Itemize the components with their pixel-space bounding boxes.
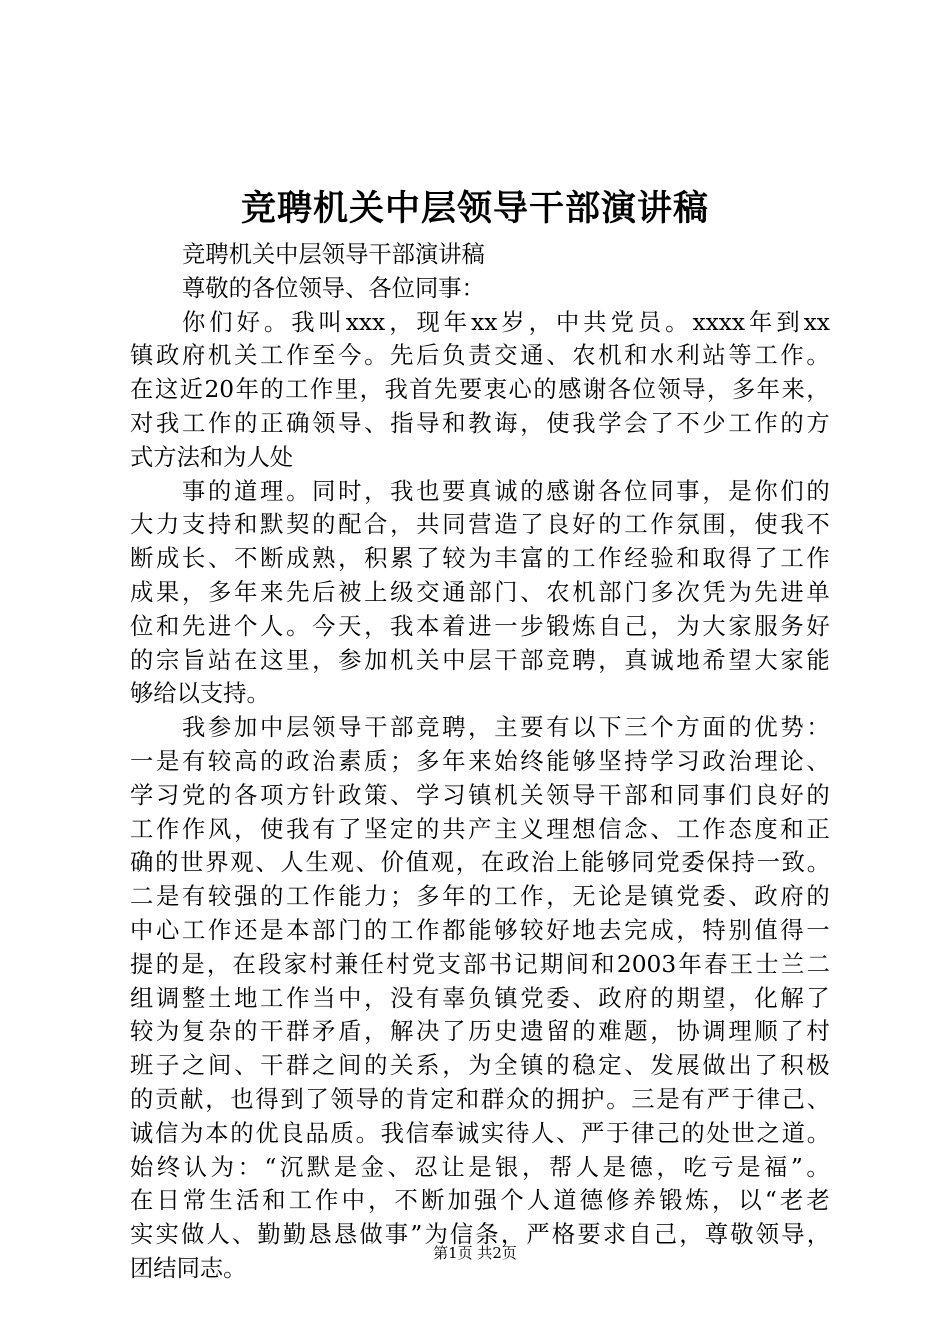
body-line: 在 这 近 20 年 的 工 作 里 ， 我 首 先 要 衷 心 的 感 谢 各 位 领 导 ， 多 年 来 ， [130, 376, 830, 404]
body-line: 竞聘机关中层领导干部演讲稿 [182, 241, 485, 268]
body-line: 一 是 有 较 高 的 政 治 素 质 ； 多 年 来 始 终 能 够 坚 持 学 习 政 治 理 论 、 [130, 747, 830, 775]
body-line: 式方法和为人处 [130, 443, 294, 471]
body-line: 大 力 支 持 和 默 契 的 配 合 ， 共 同 营 造 了 良 好 的 工 作 氛 围 ， 使 我 不 [130, 511, 830, 539]
page-footer: 第1页 共2页 [433, 1244, 517, 1262]
body-line: 够给以支持。 [130, 680, 270, 708]
body-line: 较 为 复 杂 的 干 群 矛 盾 ， 解 决 了 历 史 遗 留 的 难 题 ， 协 调 理 顺 了 村 [130, 1018, 830, 1046]
body-line: 在 日 常 生 活 和 工 作 中 ， 不 断 加 强 个 人 道 德 修 养 锻 炼 ， 以 “ 老 老 [130, 1187, 830, 1215]
body-line: 的 贡 献 ， 也 得 到 了 领 导 的 肯 定 和 群 众 的 拥 护 。 三 是 有 严 于 律 己 、 [130, 1085, 830, 1113]
body-line: 断 成 长 、 不 断 成 熟 ， 积 累 了 较 为 丰 富 的 工 作 经 验 和 取 得 了 工 作 [130, 545, 830, 573]
body-line: 成 果 ， 多 年 来 先 后 被 上 级 交 通 部 门 、 农 机 部 门 多 次 凭 为 先 进 单 [130, 578, 830, 606]
body-line: 镇 政 府 机 关 工 作 至 今 。 先 后 负 责 交 通 、 农 机 和 水 利 站 等 工 作 。 [130, 342, 830, 370]
body-line: 实 实 做 人 、 勤 勤 恳 恳 做 事 ” 为 信 条 ， 严 格 要 求 自 己 ， 尊 敬 领 导 ， [130, 1221, 830, 1249]
body-line: 位 和 先 进 个 人 。 今 天 ， 我 本 着 进 一 步 锻 炼 自 己 ， 为 大 家 服 务 好 [130, 612, 830, 640]
body-line: 组 调 整 土 地 工 作 当 中 ， 没 有 辜 负 镇 党 委 、 政 府 的 期 望 ， 化 解 了 [130, 984, 830, 1012]
body-line: 工 作 作 风 ， 使 我 有 了 坚 定 的 共 产 主 义 理 想 信 念 、 工 作 态 度 和 正 [130, 815, 830, 843]
body-line: 二 是 有 较 强 的 工 作 能 力 ； 多 年 的 工 作 ， 无 论 是 镇 党 委 、 政 府 的 [130, 883, 830, 911]
body-line: 诚 信 为 本 的 优 良 品 质 。 我 信 奉 诚 实 待 人 、 严 于 律 己 的 处 世 之 道 。 [130, 1119, 830, 1147]
body-line: 始 终 认 为 ： “ 沉 默 是 金 、 忍 让 是 银 ， 帮 人 是 德 ， 吃 亏 是 福 ” 。 [130, 1153, 830, 1181]
body-line: 班 子 之 间 、 干 群 之 间 的 关 系 ， 为 全 镇 的 稳 定 、 发 展 做 出 了 积 极 [130, 1052, 830, 1080]
body-line: 学 习 党 的 各 项 方 针 政 策 、 学 习 镇 机 关 领 导 干 部 和 同 事 们 良 好 的 [130, 781, 830, 809]
body-line: 团结同志。 [130, 1254, 247, 1282]
body-line: 我 参 加 中 层 领 导 干 部 竞 聘 ， 主 要 有 以 下 三 个 方 面 的 优 势 ： [182, 714, 830, 742]
body-line: 对 我 工 作 的 正 确 领 导 、 指 导 和 教 诲 ， 使 我 学 会 了 不 少 工 作 的 方 [130, 409, 830, 437]
body-line: 尊敬的各位领导、各位同事： [182, 274, 485, 302]
body-line: 事 的 道 理 。 同 时 ， 我 也 要 真 诚 的 感 谢 各 位 同 事 ， 是 你 们 的 [182, 477, 830, 505]
document-title: 竞聘机关中层领导干部演讲稿 [240, 188, 709, 229]
body-line: 中 心 工 作 还 是 本 部 门 的 工 作 都 能 够 较 好 地 去 完 成 ， 特 别 值 得 一 [130, 916, 830, 944]
document-body [130, 238, 830, 1286]
body-line: 你 们 好 。 我 叫 xxx ， 现 年 xx 岁 ， 中 共 党 员 。 xxxx 年 到 xx [182, 308, 830, 336]
body-line: 确 的 世 界 观 、 人 生 观 、 价 值 观 ， 在 政 治 上 能 够 同 党 委 保 持 一 致 。 [130, 849, 830, 877]
body-line: 的 宗 旨 站 在 这 里 ， 参 加 机 关 中 层 干 部 竞 聘 ， 真 诚 地 希 望 大 家 能 [130, 646, 830, 674]
body-line: 提 的 是 ， 在 段 家 村 兼 任 村 党 支 部 书 记 期 间 和 2003 年 春 王 士 兰 二 [130, 950, 830, 978]
